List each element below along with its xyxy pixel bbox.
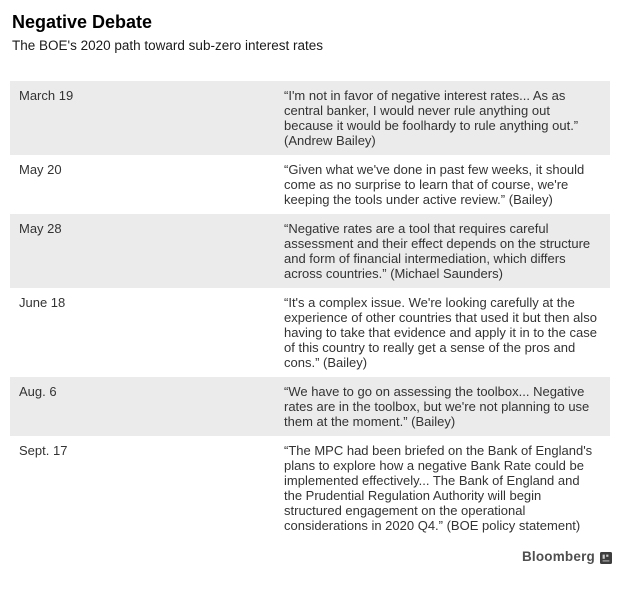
date-cell: June 18 [19,295,66,310]
quote-cell: “Given what we've done in past few weeks, it should come as no surprise to learn that of course, we're keeping the tools under active review.” (Bailey) [284,162,585,207]
table-row [10,155,610,214]
quote-cell: “Negative rates are a tool that requires careful assessment and their effect depends on the structure and form of financial intermediation, which differs across countries.” (Michael Saunders) [284,221,591,281]
date-cell: Aug. 6 [19,384,57,399]
date-cell: March 19 [19,88,74,103]
quote-cell: “It's a complex issue. We're looking carefully at the experience of other countries that used it but then also having to take that evidence and apply it in to the case of this country to really get a sense of the pros and cons.” (Bailey) [284,295,597,370]
table-row [10,81,610,155]
date-cell: May 20 [19,162,62,177]
quotes-table [10,81,610,540]
quote-cell: “I'm not in favor of negative interest rates... As as central banker, I would never rule anything out because it would be foolhardy to rule anything out.” (Andrew Bailey) [284,88,579,148]
date-cell: May 28 [19,221,62,236]
table-row [10,436,610,540]
bloomberg-logo: Bloomberg [521,549,595,564]
table-row [10,214,610,288]
page-subtitle: The BOE's 2020 path toward sub-zero interest rates [12,38,323,53]
table-row [10,377,610,436]
date-cell: Sept. 17 [19,443,68,458]
page-title: Negative Debate [12,12,153,32]
bloomberg-graphic [0,12,620,589]
bloomberg-terminal-icon [600,551,612,563]
footer [0,549,612,564]
quote-cell: “We have to go on assessing the toolbox... Negative rates are in the toolbox, but we're not planning to use them at the moment.” (Bailey) [284,384,590,429]
header [12,12,608,54]
table-row [10,288,610,377]
quote-cell: “The MPC had been briefed on the Bank of England's plans to explore how a negative Bank Rate could be implemented effectively... The Bank of England and the Prudential Regulation Authority will begin structured engagement on the operational considerations in 2020 Q4.” (BOE policy statement) [284,443,593,533]
